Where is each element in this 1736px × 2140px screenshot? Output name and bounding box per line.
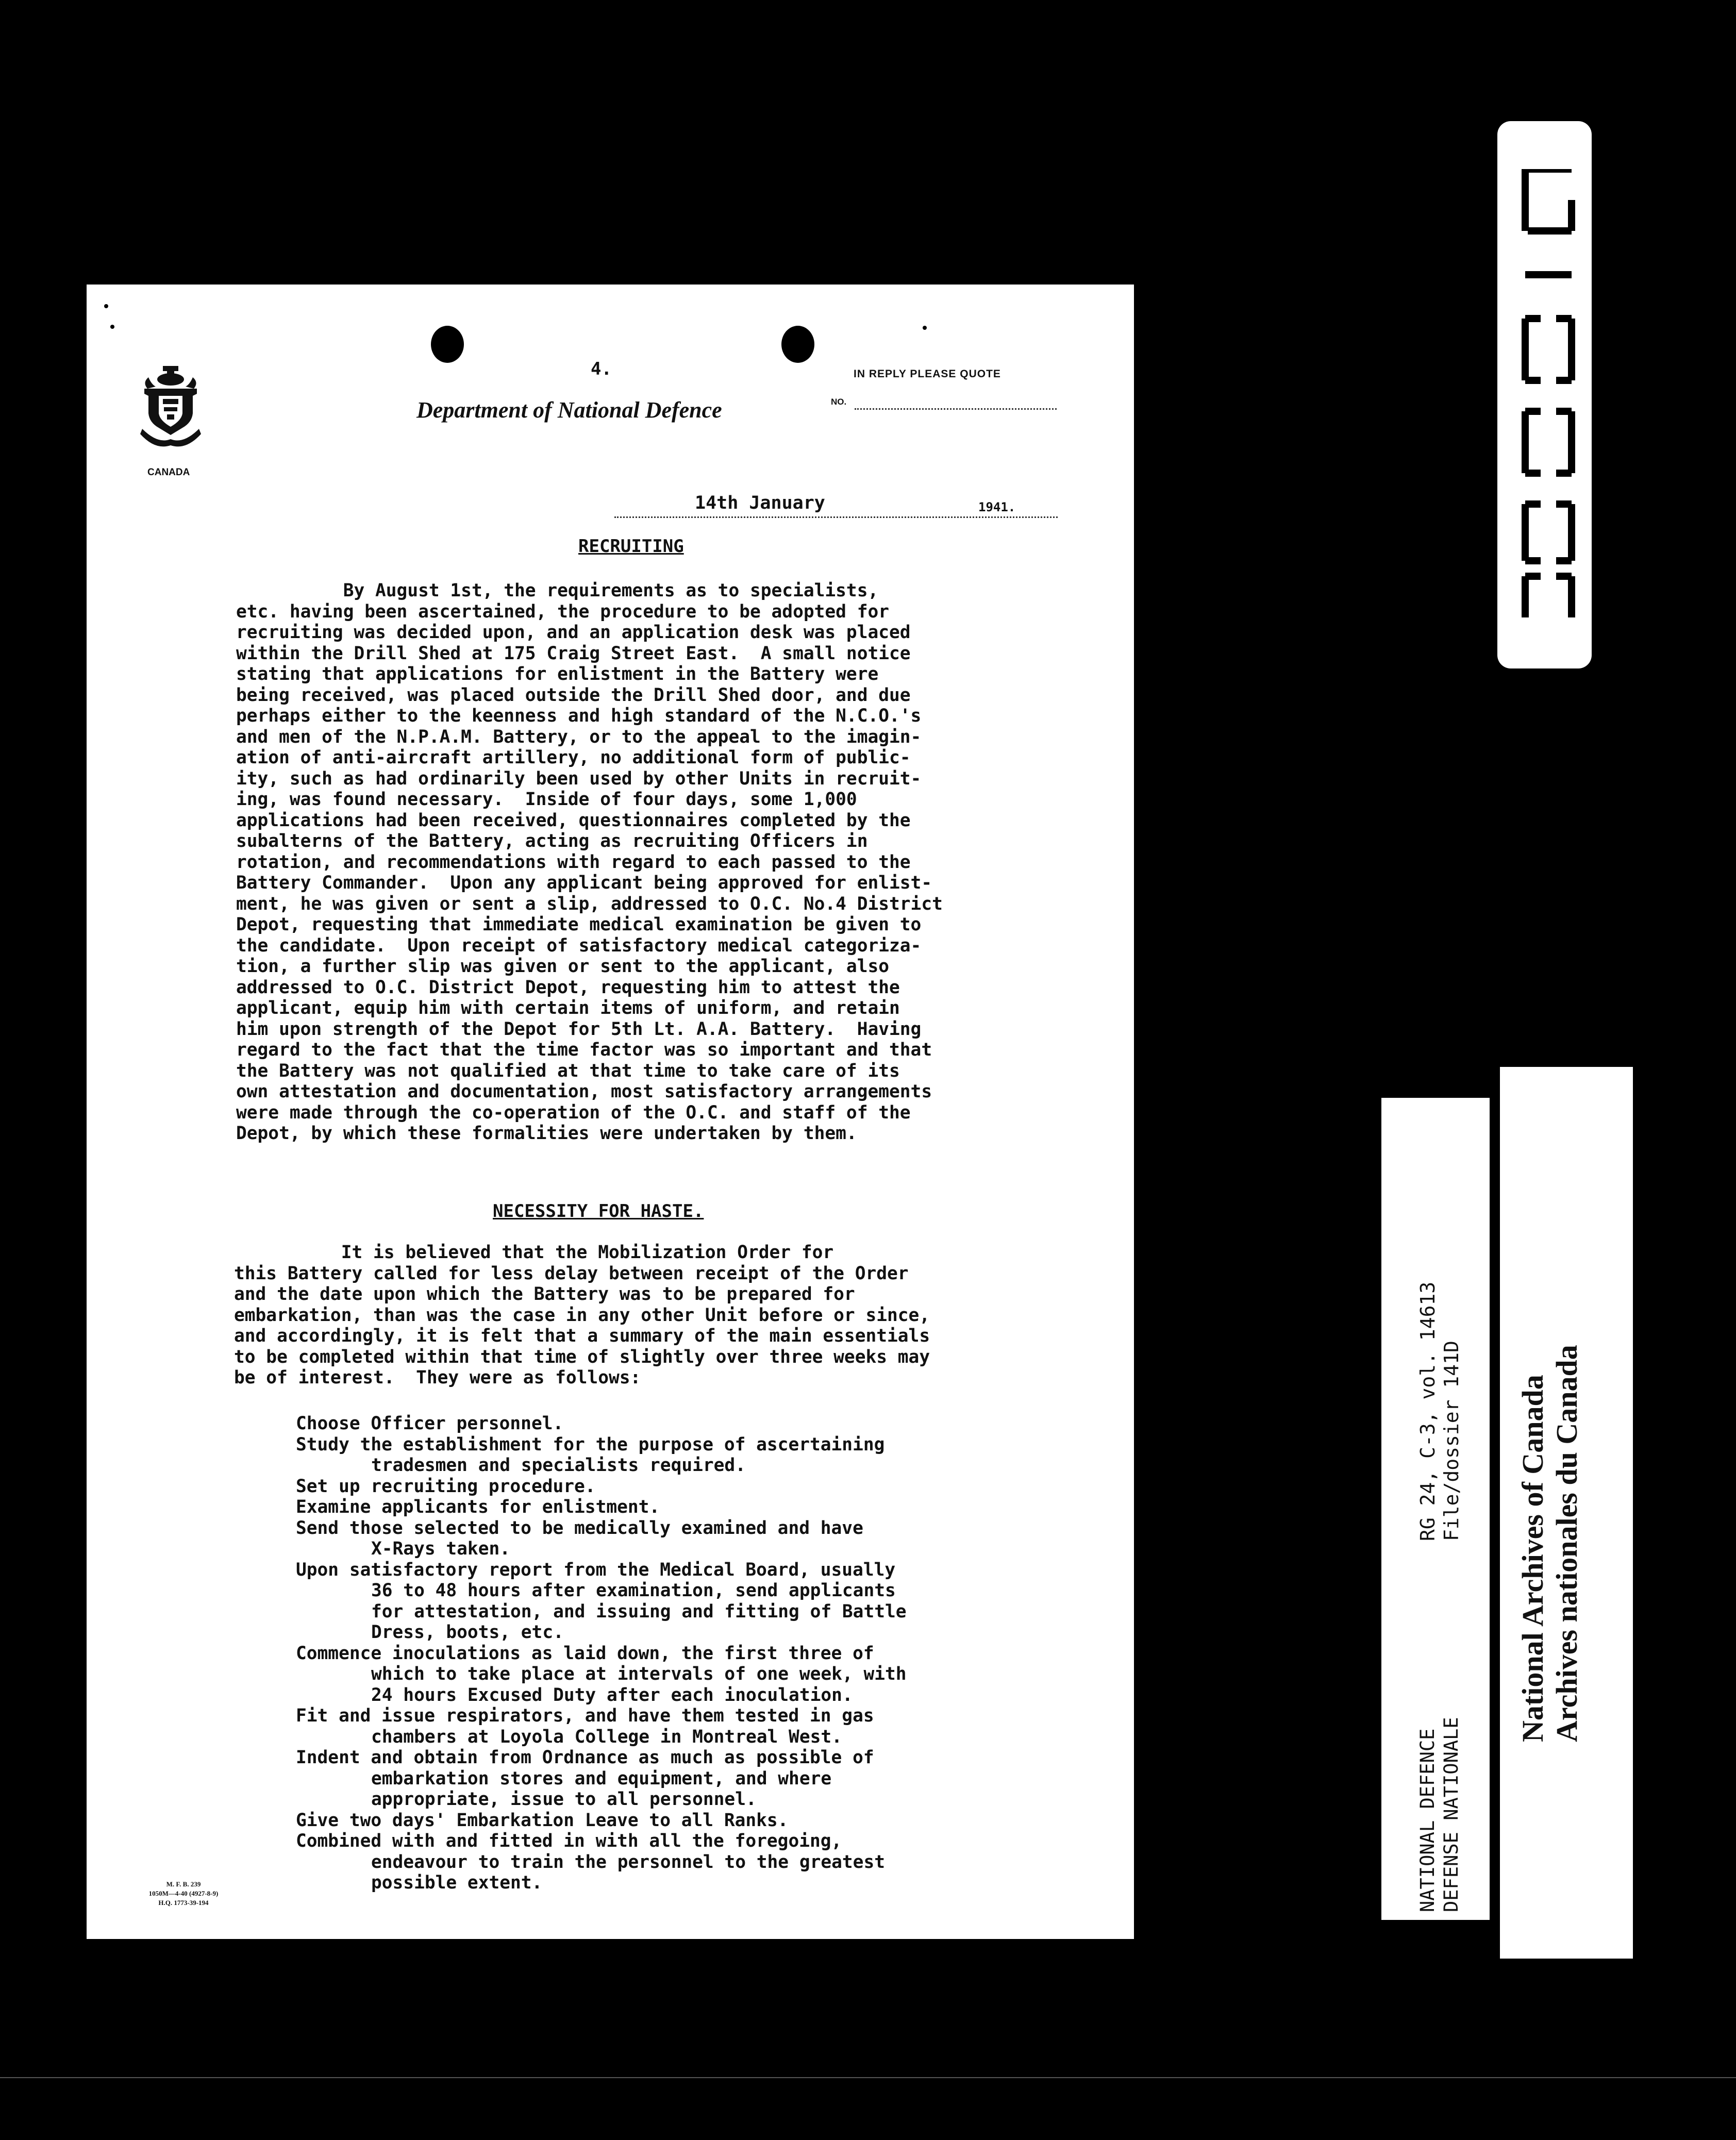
text-line: applicant, equip him with certain items of uniform, and retain	[236, 998, 900, 1018]
essential-item	[296, 1747, 907, 1810]
letter-date: 14th January	[695, 493, 825, 513]
text-line: tion, a further slip was given or sent to the applicant, also	[236, 956, 890, 977]
essential-item	[296, 1518, 907, 1560]
archives-name-french: Archives nationales du Canada	[1550, 1345, 1583, 1742]
essential-item	[296, 1810, 907, 1831]
essential-item-continuation: possible extent.	[371, 1872, 543, 1893]
essential-item-text: Commence inoculations as laid down, the first three of	[296, 1643, 874, 1664]
essential-item-text: Give two days' Embarkation Leave to all Ranks.	[296, 1810, 789, 1831]
essential-item-continuation: embarkation stores and equipment, and where	[371, 1768, 832, 1789]
essential-item-continuation: endeavour to train the personnel to the greatest	[371, 1851, 885, 1872]
essential-item-continuation: 24 hours Excused Duty after each inoculation.	[371, 1684, 853, 1706]
text-line: be of interest. They were as follows:	[234, 1367, 641, 1388]
essential-item-continuation: chambers at Loyola College in Montreal West.	[371, 1726, 842, 1747]
coat-of-arms-icon	[137, 362, 204, 450]
essential-item	[296, 1476, 907, 1497]
frame-number-digits	[1517, 169, 1579, 617]
film-edge-line	[0, 2077, 1736, 2078]
text-line: It is believed that the Mobilization Order for	[234, 1242, 834, 1263]
reply-header: IN REPLY PLEASE QUOTE	[854, 368, 1001, 380]
essential-item	[296, 1560, 907, 1643]
archives-strip	[1500, 1067, 1633, 1959]
essential-item-continuation: X-Rays taken.	[371, 1539, 511, 1559]
text-line: were made through the co-operation of the O.C. and staff of the	[236, 1102, 911, 1123]
text-line: him upon strength of the Depot for 5th Lt. A.A. Battery. Having	[236, 1018, 922, 1040]
text-line: applications had been received, questionnaires completed by the	[236, 810, 911, 831]
text-line: By August 1st, the requirements as to specialists,	[236, 580, 879, 601]
reply-number-label: NO.	[831, 397, 847, 407]
text-line: regard to the fact that the time factor was so important and that	[236, 1040, 932, 1060]
department-title: Department of National Defence	[416, 397, 722, 423]
text-line: ment, he was given or sent a slip, addressed to O.C. No.4 District	[236, 893, 943, 914]
reference-volume: RG 24, C-3, vol. 14613	[1416, 1281, 1439, 1541]
essential-item-continuation: 36 to 48 hours after examination, send applicants	[371, 1580, 896, 1601]
essential-item-continuation: Dress, boots, etc.	[371, 1622, 564, 1643]
text-line: own attestation and documentation, most satisfactory arrangements	[236, 1081, 932, 1102]
text-line: Depot, by which these formalities were undertaken by them.	[236, 1123, 857, 1144]
essential-item-text: Fit and issue respirators, and have them tested in gas	[296, 1706, 874, 1726]
essential-item	[296, 1831, 907, 1894]
reference-strip	[1381, 1098, 1490, 1920]
text-line: to be completed within that time of slightly over three weeks may	[234, 1346, 930, 1367]
form-reference-line: M. F. B. 239	[166, 1880, 201, 1888]
text-line: embarkation, than was the case in any other Unit before or since,	[234, 1305, 930, 1326]
crest-label: CANADA	[147, 467, 190, 478]
essential-item	[296, 1413, 907, 1434]
punch-hole	[781, 326, 814, 363]
text-line: stating that applications for enlistment in the Battery were	[236, 664, 879, 684]
text-line: subalterns of the Battery, acting as recruiting Officers in	[236, 831, 868, 851]
form-reference-line: 1050M—4-40 (4927-8-9)	[148, 1890, 219, 1897]
necessity-heading: NECESSITY FOR HASTE.	[493, 1201, 704, 1222]
text-line: Depot, requesting that immediate medical examination be given to	[236, 914, 922, 935]
text-line: within the Drill Shed at 175 Craig Street East. A small notice	[236, 643, 911, 664]
essential-item-text: Upon satisfactory report from the Medical Board, usually	[296, 1559, 896, 1580]
text-line: addressed to O.C. District Depot, requesting him to attest the	[236, 977, 900, 998]
speck	[104, 304, 108, 308]
essential-item	[296, 1706, 907, 1747]
essential-item-continuation: appropriate, issue to all personnel.	[371, 1789, 757, 1810]
essential-item-text: Send those selected to be medically examined and have	[296, 1517, 863, 1539]
essential-item-continuation: for attestation, and issuing and fitting of Battle	[371, 1601, 907, 1622]
text-line: perhaps either to the keenness and high standard of the N.C.O.'s	[236, 706, 922, 726]
text-line: the Battery was not qualified at that time to take care of its	[236, 1060, 900, 1081]
essential-item	[296, 1643, 907, 1706]
essential-item-text: Study the establishment for the purpose of ascertaining	[296, 1434, 885, 1455]
speck	[110, 325, 114, 329]
text-line: the candidate. Upon receipt of satisfactory medical categoriza-	[236, 935, 922, 956]
essential-item	[296, 1497, 907, 1518]
reply-number-line	[855, 408, 1057, 410]
text-line: being received, was placed outside the Drill Shed door, and due	[236, 684, 911, 706]
speck	[923, 326, 927, 330]
page-number: 4.	[591, 359, 612, 379]
text-line: rotation, and recommendations with regard to each passed to the	[236, 851, 911, 873]
collection-english: NATIONAL DEFENCE	[1416, 1728, 1439, 1912]
text-line: and men of the N.P.A.M. Battery, or to the appeal to the imagin-	[236, 726, 922, 747]
text-line: ation of anti-aircraft artillery, no additional form of public-	[236, 747, 911, 768]
necessity-paragraph	[234, 1242, 930, 1389]
recruiting-heading: RECRUITING	[578, 536, 684, 557]
text-line: and the date upon which the Battery was to be prepared for	[234, 1284, 855, 1305]
essential-item-continuation: which to take place at intervals of one week, with	[371, 1664, 907, 1684]
text-line: ing, was found necessary. Inside of four days, some 1,000	[236, 789, 857, 810]
punch-hole	[431, 326, 464, 363]
archives-name-english: National Archives of Canada	[1516, 1375, 1549, 1742]
document-page	[87, 285, 1134, 1939]
essential-item-text: Examine applicants for enlistment.	[296, 1497, 660, 1517]
form-reference	[132, 1880, 235, 1908]
text-line: and accordingly, it is felt that a summary of the main essentials	[234, 1326, 930, 1346]
reference-file: File/dossier 141D	[1440, 1341, 1463, 1541]
essential-item-text: Indent and obtain from Ordnance as much as possible of	[296, 1747, 874, 1768]
text-line: recruiting was decided upon, and an application desk was placed	[236, 622, 911, 643]
text-line: this Battery called for less delay between receipt of the Order	[234, 1263, 909, 1284]
text-line: Battery Commander. Upon any applicant being approved for enlist-	[236, 873, 932, 893]
essential-item-continuation: tradesmen and specialists required.	[371, 1455, 746, 1476]
essential-item-text: Choose Officer personnel.	[296, 1413, 564, 1434]
essential-item-text: Combined with and fitted in with all the foregoing,	[296, 1831, 842, 1851]
essential-item	[296, 1434, 907, 1476]
collection-french: DEFENSE NATIONALE	[1440, 1717, 1462, 1912]
essential-item-text: Set up recruiting procedure.	[296, 1476, 596, 1497]
recruiting-paragraph	[236, 580, 943, 1144]
text-line: etc. having been ascertained, the procedure to be adopted for	[236, 601, 890, 622]
essentials-list	[296, 1413, 907, 1894]
text-line: ity, such as had ordinarily been used by other Units in recruit-	[236, 768, 922, 789]
form-reference-line: H.Q. 1773-39-194	[158, 1899, 209, 1907]
letter-year: 1941.	[978, 500, 1016, 514]
frame-number-tape	[1497, 121, 1592, 668]
